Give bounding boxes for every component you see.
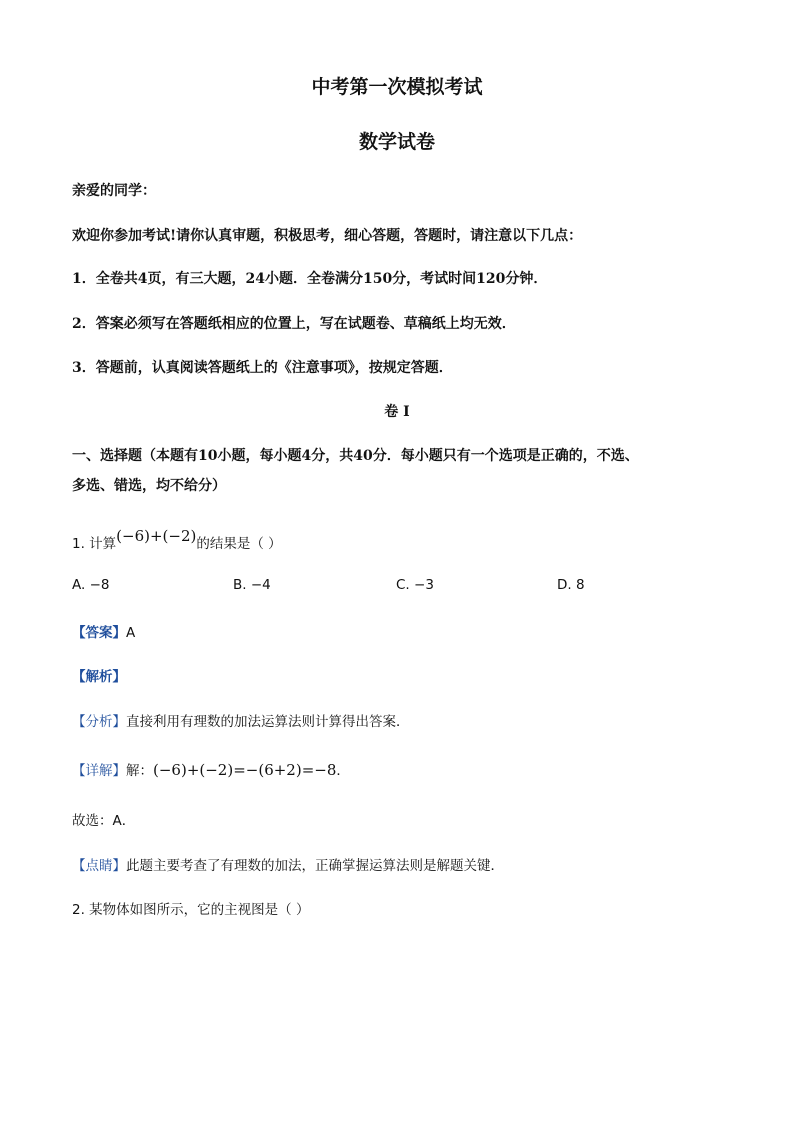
detail-expression: (−6)+(−2)=−(6+2)=−8 (153, 761, 337, 779)
welcome-text: 欢迎你参加考试!请你认真审题，积极思考，细心答题，答题时，请注意以下几点： (72, 228, 583, 244)
note-3: 3．答题前，认真阅读答题纸上的《注意事项》，按规定答题． (72, 360, 453, 376)
detail-prefix: 解： (126, 763, 153, 779)
option-d: D. 8 (557, 577, 585, 593)
volume-label: 卷 I (384, 404, 410, 420)
choose-line: 故选：A． (72, 813, 136, 829)
analysis-tag: 【解析】 (72, 669, 126, 685)
note-2: 2．答案必须写在答题纸相应的位置上，写在试题卷、草稿纸上均无效． (72, 316, 516, 332)
page-title: 中考第一次模拟考试 (311, 76, 483, 98)
question-2: 2. 某物体如图所示，它的主视图是（ ） (72, 902, 310, 918)
answer-value: A (126, 625, 136, 641)
option-a: A. −8 (72, 577, 110, 593)
detail-suffix: ． (336, 763, 350, 779)
comment-tag: 【点睛】 (72, 858, 126, 874)
fenxi-tag: 【分析】 (72, 714, 126, 730)
question-1-prefix: 1. 计算 (72, 536, 117, 552)
detail-tag: 【详解】 (72, 763, 126, 779)
question-1-suffix: 的结果是（ ） (196, 536, 282, 552)
comment-line (72, 854, 504, 874)
fenxi-text: 直接利用有理数的加法运算法则计算得出答案． (126, 714, 410, 730)
fenxi-line (72, 710, 410, 730)
answer-tag: 【答案】 (72, 625, 126, 641)
page-subtitle: 数学试卷 (358, 131, 435, 153)
greeting: 亲爱的同学： (72, 183, 156, 199)
note-1: 1．全卷共4页，有三大题，24小题．全卷满分150分，考试时间120分钟． (72, 271, 548, 287)
question-1-expression: (−6)+(−2) (116, 527, 197, 545)
detail-line (72, 759, 350, 779)
option-b: B. −4 (233, 577, 271, 593)
answer-line (72, 621, 135, 641)
option-c: C. −3 (396, 577, 434, 593)
comment-text: 此题主要考查了有理数的加法，正确掌握运算法则是解题关键． (126, 858, 504, 874)
section-heading-line2: 多选、错选，均不给分） (72, 478, 226, 494)
analysis-line (72, 665, 126, 685)
question-1 (72, 527, 282, 552)
section-heading-line1: 一、选择题（本题有10小题，每小题4分，共40分．每小题只有一个选项是正确的，不选、 (72, 448, 639, 464)
